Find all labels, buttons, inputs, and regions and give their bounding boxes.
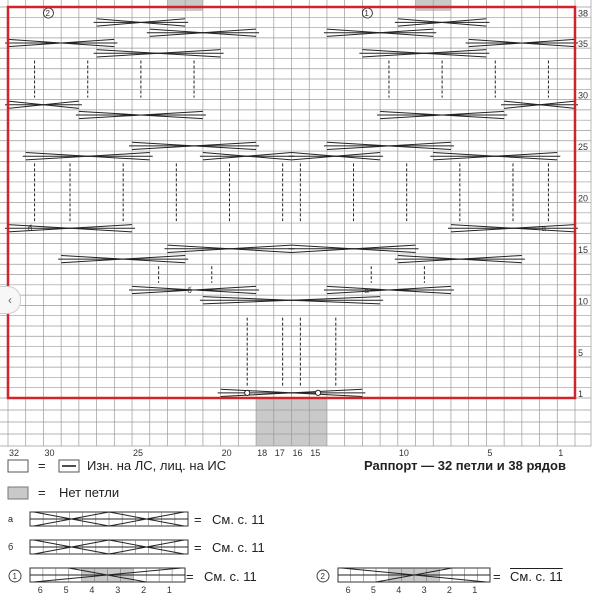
cable-cross-b: [129, 286, 259, 293]
legend-b-label: б: [8, 542, 14, 552]
legend-a-text: См. с. 11: [212, 512, 265, 527]
no-stitch-cell: [185, 0, 203, 11]
no-stitch-cell: [433, 0, 451, 11]
no-stitch-text: Нет петли: [59, 485, 120, 500]
row-number: 38: [578, 8, 589, 19]
cable-cross: [324, 142, 454, 149]
cable-cross-a: [448, 225, 578, 232]
no-stitch-symbol: [8, 487, 28, 499]
cable-cross-b: [5, 225, 135, 232]
legend-b-equals: =: [194, 540, 202, 555]
cable-cross: [395, 19, 490, 26]
pattern-marker: б: [187, 285, 192, 295]
cable-cross: [200, 153, 295, 160]
row-number: 15: [578, 244, 589, 255]
legend-bar-a: [30, 512, 188, 526]
row-number: 30: [578, 90, 589, 101]
row-number: 5: [578, 347, 584, 358]
legend-bar-b: [30, 540, 188, 554]
pattern-marker: 1: [364, 9, 369, 18]
column-number: 25: [133, 448, 144, 458]
row-number: 10: [578, 296, 589, 307]
legend-a-label: а: [8, 514, 14, 524]
row-number: 35: [578, 39, 589, 50]
legend-2-number: 1: [472, 585, 478, 595]
legend-1-number: 6: [37, 585, 43, 595]
legend-2-number: 4: [396, 585, 402, 595]
column-number: 17: [274, 448, 285, 458]
row-number: 25: [578, 142, 589, 153]
cable-cross: [289, 153, 384, 160]
cable-cross: [377, 111, 507, 118]
row-number: 20: [578, 193, 589, 204]
cable-cross: [23, 153, 153, 160]
nav-arrow-left-icon[interactable]: ‹: [0, 286, 21, 314]
rapport-text: Раппорт — 32 петли и 38 рядов: [364, 458, 566, 473]
column-number: 16: [292, 448, 303, 458]
legend-1-number: 3: [115, 585, 121, 595]
legend-1-text: См. с. 11: [204, 569, 257, 584]
cable-cross: [289, 245, 419, 252]
legend-a-equals: =: [194, 512, 202, 527]
legend-1-number: 4: [89, 585, 95, 595]
no-stitch-cell: [167, 0, 185, 11]
column-number: 5: [487, 448, 493, 458]
no-stitch-cell: [416, 0, 434, 11]
yarn-over-icon: [245, 390, 250, 395]
purl-legend-text: Изн. на ЛС, лиц. на ИС: [87, 458, 227, 473]
legend-1-number: 2: [141, 585, 147, 595]
pattern-marker: 2: [45, 9, 50, 18]
cable-cross: [164, 245, 294, 252]
column-number: 1: [558, 448, 564, 458]
column-number: 15: [310, 448, 321, 458]
cable-cross-a: [324, 286, 454, 293]
cable-cross: [76, 111, 206, 118]
column-number: 32: [9, 448, 20, 458]
pattern-marker: б: [27, 224, 33, 234]
legend-bar-2: [338, 568, 490, 582]
legend-1-equals: =: [186, 569, 194, 584]
cable-cross: [430, 153, 560, 160]
purl-equals-1: =: [38, 458, 46, 473]
cable-cross: [129, 142, 259, 149]
legend-2-number: 2: [446, 585, 452, 595]
pattern-marker: а: [364, 285, 369, 295]
cable-cross: [94, 19, 189, 26]
cable-cross: [58, 255, 188, 262]
purl-symbol-box: [8, 460, 28, 472]
legend-1-number: 1: [166, 585, 172, 595]
column-number: 18: [257, 448, 268, 458]
legend-1-number: 5: [63, 585, 69, 595]
legend-1-label: 1: [12, 572, 17, 581]
column-number: 30: [44, 448, 55, 458]
yarn-over-icon: [315, 390, 320, 395]
legend-2-number: 3: [421, 585, 427, 595]
legend-2-label: 2: [320, 572, 325, 581]
legend-2-text: См. с. 11: [510, 569, 563, 584]
cable-cross: [395, 255, 525, 262]
cable-cross: [359, 50, 489, 57]
row-number: 1: [578, 389, 584, 399]
column-number: 10: [398, 448, 409, 458]
legend-b-text: См. с. 11: [212, 540, 265, 555]
legend-2-number: 6: [345, 585, 351, 595]
legend-bar-1: [30, 568, 185, 582]
pattern-marker: а: [541, 224, 547, 234]
cable-cross: [94, 50, 224, 57]
legend-2-equals: =: [493, 569, 501, 584]
column-number: 20: [221, 448, 232, 458]
no-stitch-equals: =: [38, 485, 46, 500]
legend-2-number: 5: [370, 585, 376, 595]
